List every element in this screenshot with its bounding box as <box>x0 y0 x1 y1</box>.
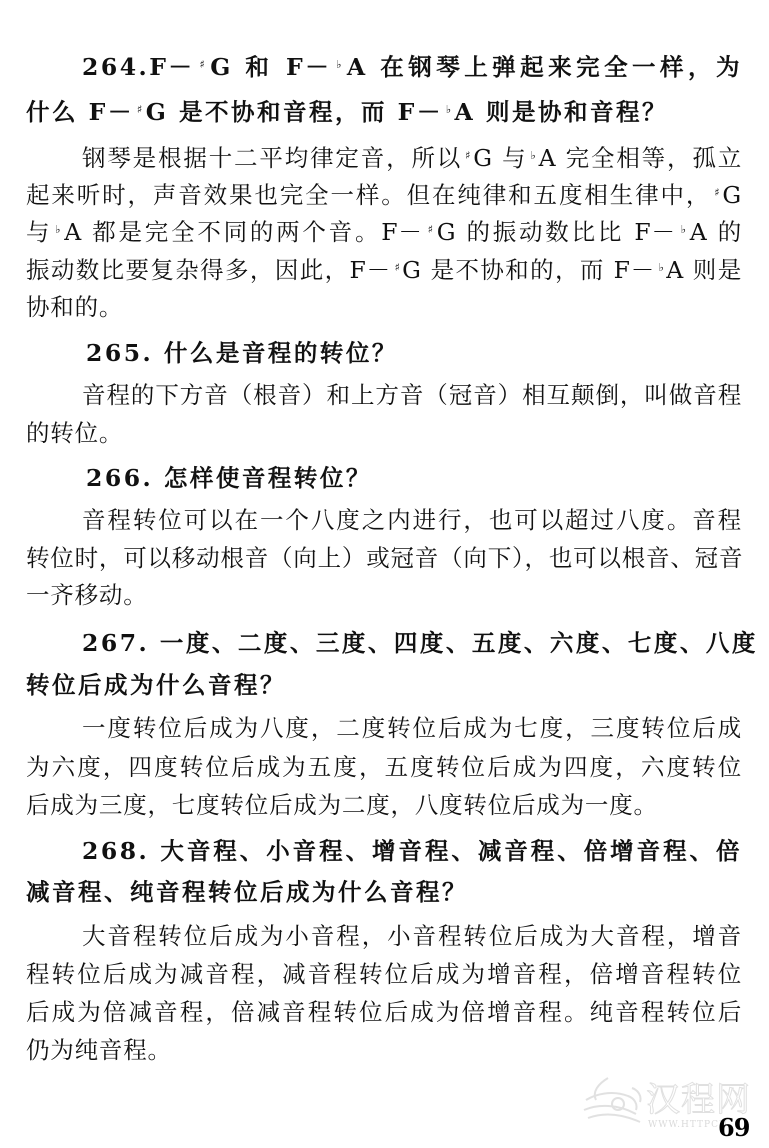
question-267-line-2: 转位后成为什么音程？ <box>26 671 286 699</box>
sharp-sign-icon: ♯ <box>465 149 473 162</box>
answer-264-line-5 <box>26 292 742 322</box>
text-segment: G 是不协和的，而 F－ <box>402 256 656 284</box>
flat-sign-icon: ♭ <box>55 223 64 236</box>
text-segment: 钢琴是根据十二平均律定音，所以 <box>82 144 463 172</box>
answer-268-line-4: 仍为纯音程。 <box>26 1036 172 1064</box>
text-segment: G 与 <box>473 144 528 172</box>
flat-sign-icon: ♭ <box>678 223 689 236</box>
sharp-sign-icon: ♯ <box>425 223 436 236</box>
text-segment: 264.F－ <box>82 53 195 81</box>
answer-264-line-3 <box>26 217 742 247</box>
answer-268-line-3: 后成为倍减音程，倍减音程转位后成为倍增音程。纯音程转位后 <box>26 998 742 1026</box>
text-segment: G 的振动数比比 F－ <box>436 218 676 246</box>
answer-267-line-3: 后成为三度，七度转位后成为二度，八度转位后成为一度。 <box>26 791 658 819</box>
text-segment: G 和 F－ <box>210 53 332 81</box>
text-segment: 振动数比要复杂得多，因此，F－ <box>26 256 391 284</box>
answer-268-line-2: 程转位后成为减音程，减音程转位后成为增音程，倍增音程转位 <box>26 960 742 988</box>
answer-264-line-1 <box>82 143 742 173</box>
question-268-line-1: 268. 大音程、小音程、增音程、减音程、倍增音程、倍 <box>82 837 742 865</box>
text-segment: A 则是 <box>666 256 742 284</box>
question-268-line-2: 减音程、纯音程转位后成为什么音程？ <box>26 878 468 906</box>
question-264-line-2 <box>26 97 742 127</box>
text-segment: A 都是完全不同的两个音。F－ <box>64 218 423 246</box>
watermark-url: WWW.HTTPCN <box>648 1120 728 1130</box>
text-segment: A 完全相等，孤立 <box>538 144 742 172</box>
answer-266-line-3: 一齐移动。 <box>26 581 148 609</box>
answer-264-line-4 <box>26 255 742 285</box>
sharp-sign-icon: ♯ <box>714 186 722 199</box>
text-segment: A 在钢琴上弹起来完全一样，为 <box>346 53 742 81</box>
question-267-line-1: 267. 一度、二度、三度、四度、五度、六度、七度、八度 <box>82 629 758 657</box>
text-segment: A 的 <box>689 218 743 246</box>
question-265: 265. 什么是音程的转位？ <box>86 339 398 367</box>
text-segment: 起来听时，声音效果也完全一样。但在纯律和五度相生律中， <box>26 181 712 209</box>
text-segment: A 则是协和音程？ <box>454 98 668 126</box>
text-segment: G 是不协和音程，而 F－ <box>145 98 443 126</box>
question-264-line-1 <box>82 52 742 82</box>
page-number: 69 <box>718 1113 750 1142</box>
question-266: 266. 怎样使音程转位？ <box>86 464 372 492</box>
answer-264-line-2 <box>26 180 742 210</box>
sharp-sign-icon: ♯ <box>136 103 145 116</box>
answer-268-line-1: 大音程转位后成为小音程，小音程转位后成为大音程，增音 <box>82 922 742 950</box>
answer-265-line-2: 的转位。 <box>26 419 124 447</box>
answer-266-line-2: 转位时，可以移动根音（向上）或冠音（向下），也可以根音、冠音 <box>26 544 744 572</box>
answer-266-line-1: 音程转位可以在一个八度之内进行，也可以超过八度。音程 <box>82 506 742 534</box>
flat-sign-icon: ♭ <box>530 149 538 162</box>
text-segment: G <box>722 181 742 209</box>
dragon-logo-icon <box>578 1070 648 1130</box>
answer-267-line-1: 一度转位后成为八度，二度转位后成为七度，三度转位后成 <box>82 714 742 742</box>
text-segment: 什么 F－ <box>26 98 134 126</box>
flat-sign-icon: ♭ <box>334 58 346 71</box>
watermark-text: 汉程网 <box>646 1080 751 1120</box>
answer-267-line-2: 为六度，四度转位后成为五度，五度转位后成为四度，六度转位 <box>26 753 742 781</box>
flat-sign-icon: ♭ <box>658 261 666 274</box>
sharp-sign-icon: ♯ <box>197 58 210 71</box>
answer-265-line-1: 音程的下方音（根音）和上方音（冠音）相互颠倒，叫做音程 <box>82 381 742 409</box>
sharp-sign-icon: ♯ <box>393 261 402 274</box>
text-segment: 协和的。 <box>26 293 124 321</box>
text-segment: 与 <box>26 218 53 246</box>
flat-sign-icon: ♭ <box>445 103 454 116</box>
